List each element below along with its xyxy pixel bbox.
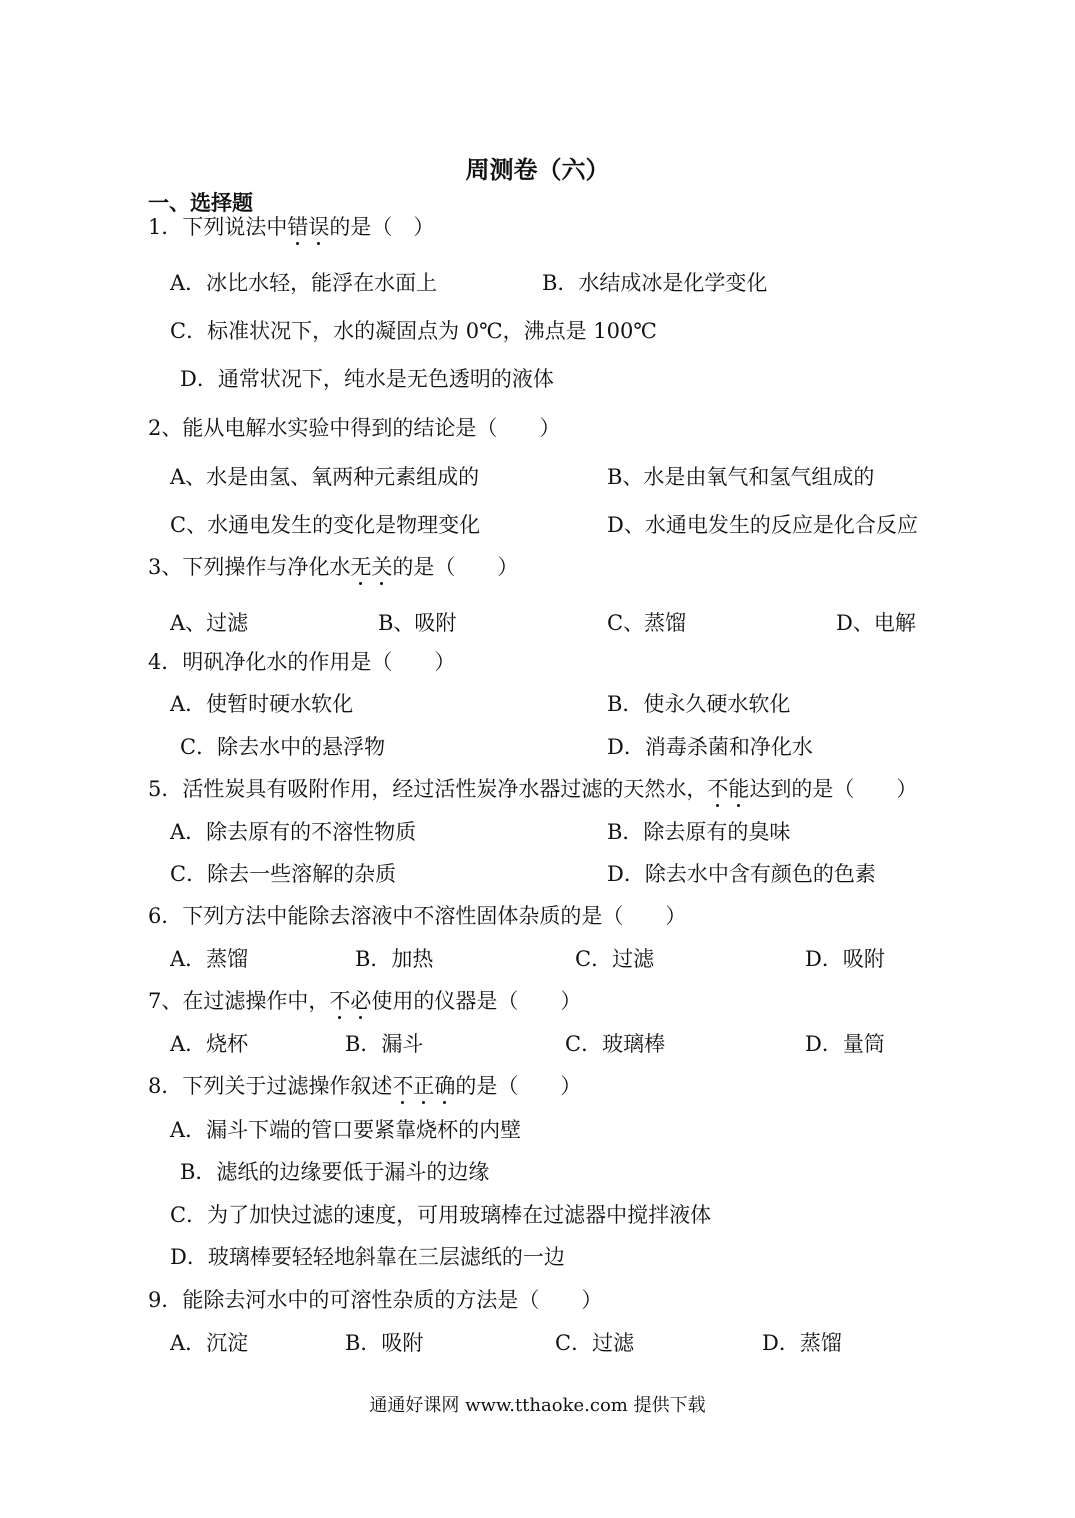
q7-option-b: B．漏斗 (345, 1032, 424, 1056)
q8-option-c: C．为了加快过滤的速度，可用玻璃棒在过滤器中搅拌液体 (170, 1203, 712, 1227)
q3-option-a: A、过滤 (170, 611, 249, 635)
q2-option-d: D、水通电发生的反应是化合反应 (607, 513, 918, 537)
question-8-stem: 8．下列关于过滤操作叙述不正确的是（ ） (148, 1074, 582, 1098)
q4-option-d: D．消毒杀菌和净化水 (607, 735, 813, 759)
emphasis-dot: 能 (728, 777, 750, 801)
emphasis-dot: 关 (371, 555, 393, 579)
q1-option-a: A．冰比水轻，能浮在水面上 (170, 271, 438, 295)
q6-option-c: C．过滤 (575, 947, 655, 971)
q9-option-b: B．吸附 (345, 1331, 424, 1355)
q1-option-c: C．标准状况下，水的凝固点为 0℃，沸点是 100℃ (170, 319, 657, 343)
q6-option-b: B．加热 (355, 947, 434, 971)
emphasis-dot: 确 (434, 1074, 456, 1098)
page-footer: 通通好课网 www.tthaoke.com 提供下载 (369, 1395, 706, 1416)
q2-option-c: C、水通电发生的变化是物理变化 (170, 513, 481, 537)
q5-option-c: C．除去一些溶解的杂质 (170, 862, 397, 886)
q7-option-d: D．量筒 (805, 1032, 885, 1056)
question-3-stem: 3、下列操作与净化水无关的是（ ） (148, 555, 519, 579)
q5-option-a: A．除去原有的不溶性物质 (170, 820, 417, 844)
q4-option-a: A．使暂时硬水软化 (170, 692, 354, 716)
q4-option-c: C．除去水中的悬浮物 (180, 735, 386, 759)
question-4-stem: 4．明矾净化水的作用是（ ） (148, 650, 456, 674)
question-6-stem: 6．下列方法中能除去溶液中不溶性固体杂质的是（ ） (148, 904, 687, 928)
emphasis-dot: 必 (350, 989, 372, 1013)
q3-option-d: D、电解 (836, 611, 916, 635)
question-1-stem: 1．下列说法中错误的是（ ） (148, 215, 435, 239)
q1-option-d: D．通常状况下，纯水是无色透明的液体 (180, 367, 554, 391)
q9-option-a: A．沉淀 (170, 1331, 249, 1355)
emphasis-dot: 无 (350, 555, 372, 579)
emphasis-dot: 正 (413, 1074, 435, 1098)
q2-option-a: A、水是由氢、氧两种元素组成的 (170, 465, 480, 489)
question-7-stem: 7、在过滤操作中，不必使用的仪器是（ ） (148, 989, 582, 1013)
q8-option-d: D．玻璃棒要轻轻地斜靠在三层滤纸的一边 (170, 1245, 565, 1269)
q3-option-c: C、蒸馏 (607, 611, 687, 635)
q7-option-a: A．烧杯 (170, 1032, 249, 1056)
q7-option-c: C．玻璃棒 (565, 1032, 666, 1056)
q5-option-b: B．除去原有的臭味 (607, 820, 791, 844)
q5-option-d: D．除去水中含有颜色的色素 (607, 862, 876, 886)
q6-option-a: A．蒸馏 (170, 947, 249, 971)
emphasis-dot: 不 (329, 989, 351, 1013)
q9-option-c: C．过滤 (555, 1331, 635, 1355)
q6-option-d: D．吸附 (805, 947, 885, 971)
question-5-stem: 5．活性炭具有吸附作用，经过活性炭净水器过滤的天然水，不能达到的是（ ） (148, 777, 918, 801)
q9-option-d: D．蒸馏 (762, 1331, 842, 1355)
q3-option-b: B、吸附 (378, 611, 457, 635)
q1-option-b: B．水结成冰是化学变化 (542, 271, 768, 295)
page-title: 周测卷（六） (465, 156, 610, 184)
emphasis-dot: 不 (392, 1074, 414, 1098)
emphasis-dot: 错 (287, 215, 309, 239)
q4-option-b: B．使永久硬水软化 (607, 692, 791, 716)
q8-option-b: B．滤纸的边缘要低于漏斗的边缘 (180, 1160, 490, 1184)
emphasis-dot: 不 (707, 777, 729, 801)
q8-option-a: A．漏斗下端的管口要紧靠烧杯的内壁 (170, 1118, 522, 1142)
emphasis-dot: 误 (308, 215, 330, 239)
q2-option-b: B、水是由氧气和氢气组成的 (607, 465, 875, 489)
question-2-stem: 2、能从电解水实验中得到的结论是（ ） (148, 416, 561, 440)
section-heading: 一、选择题 (148, 191, 253, 215)
question-9-stem: 9．能除去河水中的可溶性杂质的方法是（ ） (148, 1288, 603, 1312)
